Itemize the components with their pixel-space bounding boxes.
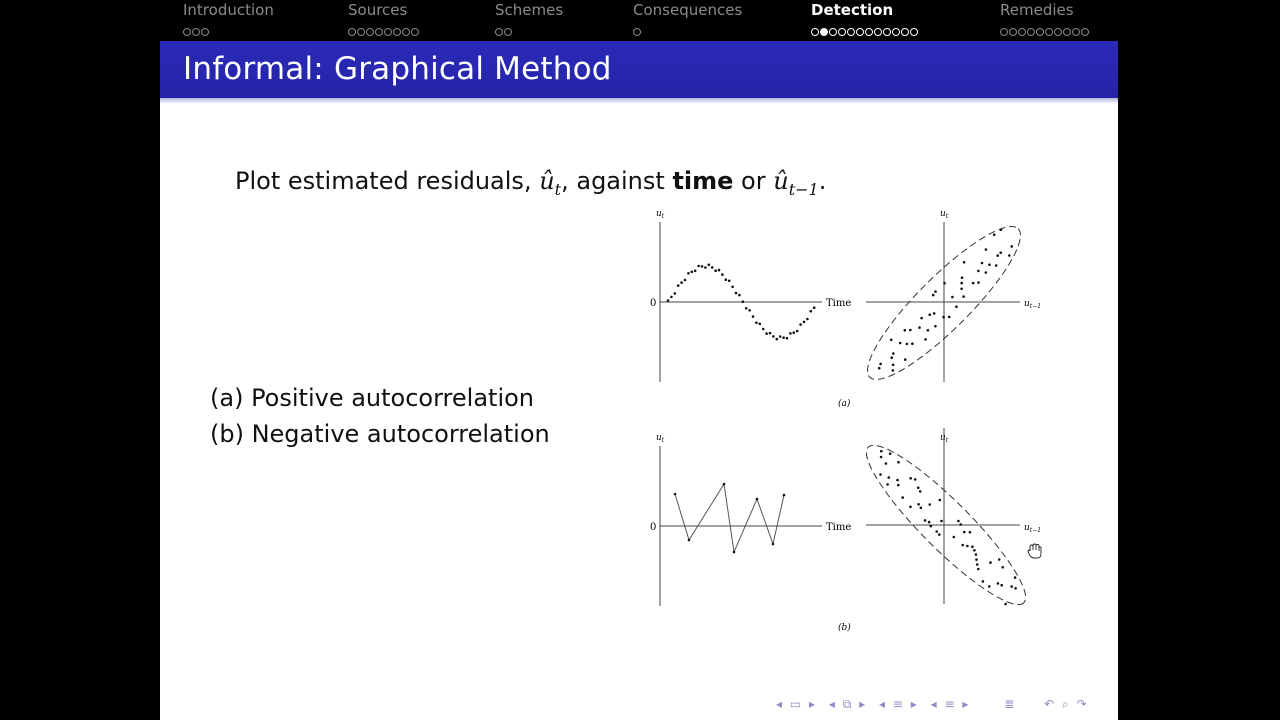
- nav-frame-dot[interactable]: [1081, 28, 1089, 36]
- intro-prefix: Plot estimated residuals,: [235, 167, 540, 195]
- residual-point: [988, 263, 991, 266]
- residual-point: [918, 326, 921, 329]
- residual-point: [996, 254, 999, 257]
- residual-point: [975, 558, 978, 561]
- residual-point: [772, 543, 775, 546]
- align-icon[interactable]: ≣: [1004, 697, 1015, 711]
- residual-point: [976, 563, 979, 566]
- residual-point: [879, 363, 882, 366]
- residual-point: [769, 332, 772, 335]
- intro-or: or: [733, 167, 774, 195]
- frame-icon[interactable]: ▭: [789, 697, 802, 711]
- residual-point: [674, 292, 677, 295]
- residual-point: [920, 317, 923, 320]
- nav-section-schemes[interactable]: [495, 2, 563, 35]
- residual-point: [1000, 584, 1003, 587]
- beamer-navigation-bar: [776, 697, 1091, 715]
- residual-point: [901, 496, 904, 499]
- residual-point: [714, 269, 717, 272]
- residual-point: [988, 585, 991, 588]
- nav-frame-dot[interactable]: [820, 28, 828, 36]
- slide: [160, 0, 1118, 720]
- residual-point: [932, 294, 935, 297]
- section-navigation: [160, 0, 1118, 41]
- residual-point: [680, 281, 683, 284]
- residual-point: [879, 473, 882, 476]
- nav-frame-dots[interactable]: [348, 21, 420, 35]
- residual-point: [885, 462, 888, 465]
- residual-point: [939, 499, 942, 502]
- nav-section-label[interactable]: Detection: [811, 1, 894, 19]
- nav-left-arrow-icon[interactable]: ◂: [776, 697, 783, 711]
- frame-title: Informal: Graphical Method: [183, 51, 612, 87]
- residual-point: [786, 337, 789, 340]
- residual-point: [957, 520, 960, 523]
- nav-frame-dot[interactable]: [811, 28, 819, 36]
- residual-point: [959, 523, 962, 526]
- residual-point: [789, 332, 792, 335]
- residual-point: [723, 483, 726, 486]
- intro-bold-time: time: [672, 167, 734, 195]
- residual-point: [909, 477, 912, 480]
- residual-point: [694, 270, 697, 273]
- residual-point: [756, 498, 759, 501]
- residual-point: [981, 262, 984, 265]
- residual-point: [890, 356, 893, 359]
- nav-frame-dot[interactable]: [504, 28, 512, 36]
- residual-point: [1008, 254, 1011, 257]
- nav-right-arrow-icon[interactable]: ▸: [859, 697, 866, 711]
- item-positive-autocorrelation: (a) Positive autocorrelation: [210, 384, 534, 412]
- residual-point: [904, 329, 907, 332]
- residual-point: [704, 266, 707, 269]
- residual-points: [878, 229, 1013, 372]
- nav-frame-dot[interactable]: [201, 28, 209, 36]
- residual-point: [940, 520, 943, 523]
- residual-point: [725, 278, 728, 281]
- residual-point: [933, 312, 936, 315]
- residual-point: [934, 290, 937, 293]
- residual-point: [803, 321, 806, 324]
- residual-point: [878, 367, 881, 370]
- autocorrelation-figure: [640, 200, 1060, 640]
- residual-point: [677, 284, 680, 287]
- residual-points: [879, 450, 1017, 605]
- residual-point: [742, 300, 745, 303]
- lag-axis-label: $u_{t-1}$: [1024, 523, 1042, 534]
- nav-frame-dot[interactable]: [838, 28, 846, 36]
- residual-point: [927, 329, 930, 332]
- math-u-hat-t-minus-1: [773, 167, 819, 199]
- nav-section-label[interactable]: Sources: [348, 1, 408, 19]
- residual-point: [985, 248, 988, 251]
- forward-icon[interactable]: ↷: [1076, 697, 1087, 711]
- residual-point: [924, 519, 927, 522]
- nav-frame-dot[interactable]: [1045, 28, 1053, 36]
- residual-point: [960, 288, 963, 291]
- residual-point: [667, 299, 670, 302]
- nav-section-sources[interactable]: [348, 2, 420, 35]
- residual-point: [989, 561, 992, 564]
- residual-point: [971, 545, 974, 548]
- residual-point: [776, 338, 779, 341]
- frame-title-bar: [160, 41, 1118, 98]
- y-axis-label: $u_t$: [656, 209, 665, 220]
- residual-point: [917, 486, 920, 489]
- residual-point: [897, 484, 900, 487]
- nav-frame-dot[interactable]: [402, 28, 410, 36]
- residual-point: [998, 558, 1001, 561]
- residual-point: [961, 544, 964, 547]
- residual-point: [684, 279, 687, 282]
- residual-point: [904, 358, 907, 361]
- document-icon[interactable]: ≡: [944, 697, 955, 711]
- residual-point: [810, 310, 813, 313]
- residual-point: [896, 479, 899, 482]
- nav-frame-dot[interactable]: [901, 28, 909, 36]
- residual-point: [899, 342, 902, 345]
- residual-point: [977, 281, 980, 284]
- nav-section-label[interactable]: Remedies: [1000, 1, 1074, 19]
- residual-point: [772, 335, 775, 338]
- residual-point: [890, 339, 893, 342]
- residual-point: [943, 282, 946, 285]
- residual-point: [892, 364, 895, 367]
- lag-axis-label: $u_{t-1}$: [1024, 299, 1042, 310]
- residual-point: [892, 352, 895, 355]
- residual-point: [733, 551, 736, 554]
- residual-point: [999, 251, 1002, 254]
- residual-point: [670, 296, 673, 299]
- nav-frame-dot[interactable]: [883, 28, 891, 36]
- residual-point: [1014, 587, 1017, 590]
- residual-point: [953, 536, 956, 539]
- nav-frame-dot[interactable]: [348, 28, 356, 36]
- residual-point: [748, 309, 751, 312]
- panel-a-lag: [851, 209, 1041, 396]
- residual-point: [995, 264, 998, 267]
- nav-right-arrow-icon[interactable]: ▸: [910, 697, 917, 711]
- nav-frame-dot[interactable]: [183, 28, 191, 36]
- nav-frame-dot[interactable]: [357, 28, 365, 36]
- nav-frame-dots[interactable]: [811, 21, 919, 35]
- section-icon[interactable]: ≡: [892, 697, 903, 711]
- residual-point: [806, 318, 809, 321]
- residual-point: [759, 323, 762, 326]
- residual-point: [762, 328, 765, 331]
- panel-b-time: [650, 433, 851, 606]
- nav-right-arrow-icon[interactable]: ▸: [962, 697, 969, 711]
- residual-point: [1001, 566, 1004, 569]
- nav-frame-dot[interactable]: [366, 28, 374, 36]
- residual-point: [799, 323, 802, 326]
- intro-text: [235, 167, 826, 199]
- residual-point: [793, 331, 796, 334]
- search-icon[interactable]: ⌕: [1062, 697, 1069, 711]
- nav-frame-dots[interactable]: [183, 21, 274, 35]
- residual-point: [909, 506, 912, 509]
- nav-frame-dot[interactable]: [1063, 28, 1071, 36]
- residual-point: [892, 369, 895, 372]
- nav-frame-dot[interactable]: [856, 28, 864, 36]
- residual-point: [779, 335, 782, 338]
- nav-section-remedies[interactable]: [1000, 2, 1090, 35]
- intro-mid: , against: [561, 167, 673, 195]
- nav-section-label[interactable]: Introduction: [183, 1, 274, 19]
- residual-zigzag-line: [675, 484, 784, 552]
- residual-point: [935, 530, 938, 533]
- residual-point: [886, 483, 889, 486]
- residual-point: [914, 478, 917, 481]
- residual-point: [721, 273, 724, 276]
- residual-point: [969, 531, 972, 534]
- nav-frame-dot[interactable]: [1009, 28, 1017, 36]
- zero-label: 0: [650, 522, 657, 533]
- nav-frame-dot[interactable]: [1027, 28, 1035, 36]
- math-subscript: t: [554, 179, 562, 199]
- residual-point: [961, 276, 964, 279]
- residual-point: [718, 269, 721, 272]
- nav-frame-dot[interactable]: [1036, 28, 1044, 36]
- residual-point: [934, 325, 937, 328]
- residual-point: [977, 568, 980, 571]
- y-axis-label: $u_t$: [656, 433, 665, 444]
- residual-point: [924, 338, 927, 341]
- nav-left-arrow-icon[interactable]: ◂: [828, 697, 835, 711]
- residual-point: [963, 261, 966, 264]
- residual-point: [1004, 603, 1007, 606]
- nav-frame-dot[interactable]: [910, 28, 918, 36]
- nav-frame-dot[interactable]: [633, 28, 641, 36]
- math-subscript: t−1: [788, 179, 819, 199]
- nav-frame-dot[interactable]: [375, 28, 383, 36]
- panel-b-lag: [851, 428, 1041, 620]
- subsection-icon[interactable]: ⧉: [842, 697, 852, 711]
- nav-frame-dots[interactable]: [633, 21, 742, 35]
- residual-point: [985, 271, 988, 274]
- residual-point: [928, 313, 931, 316]
- residual-point: [755, 321, 758, 324]
- nav-left-arrow-icon[interactable]: ◂: [930, 697, 937, 711]
- residual-point: [919, 490, 922, 493]
- residual-point: [688, 539, 691, 542]
- nav-frame-dot[interactable]: [1054, 28, 1062, 36]
- residual-point: [966, 545, 969, 548]
- residual-point: [928, 503, 931, 506]
- time-axis-label: Time: [826, 522, 852, 533]
- residual-point: [982, 580, 985, 583]
- residual-point: [975, 553, 978, 556]
- residual-point: [911, 342, 914, 345]
- caption-b: (b): [838, 623, 851, 633]
- residual-point: [960, 282, 963, 285]
- math-u-hat: û: [773, 167, 789, 195]
- residual-point: [920, 507, 923, 510]
- residual-point: [942, 316, 945, 319]
- intro-end: .: [818, 167, 827, 195]
- nav-frame-dot[interactable]: [829, 28, 837, 36]
- residual-point: [972, 282, 975, 285]
- nav-frame-dot[interactable]: [495, 28, 503, 36]
- residual-point: [711, 266, 714, 269]
- residual-point: [888, 476, 891, 479]
- residual-point: [977, 270, 980, 273]
- nav-frame-dot[interactable]: [847, 28, 855, 36]
- math-u-hat: û: [539, 167, 555, 195]
- nav-frame-dots[interactable]: [1000, 21, 1090, 35]
- residual-point: [765, 332, 768, 335]
- nav-frame-dot[interactable]: [892, 28, 900, 36]
- item-negative-autocorrelation: (b) Negative autocorrelation: [210, 420, 550, 448]
- residual-point: [997, 582, 1000, 585]
- nav-section-label[interactable]: Schemes: [495, 1, 564, 19]
- residual-point: [752, 315, 755, 318]
- time-axis-label: Time: [826, 298, 852, 309]
- residual-point: [745, 307, 748, 310]
- nav-frame-dot[interactable]: [1072, 28, 1080, 36]
- residual-point: [948, 316, 951, 319]
- residual-point: [889, 452, 892, 455]
- math-u-hat-t: [539, 167, 562, 199]
- residual-point: [687, 272, 690, 275]
- residual-point: [731, 286, 734, 289]
- nav-section-detection[interactable]: [811, 2, 919, 35]
- residual-point: [930, 525, 933, 528]
- nav-frame-dot[interactable]: [874, 28, 882, 36]
- nav-section-label[interactable]: Consequences: [633, 1, 743, 19]
- nav-frame-dots[interactable]: [495, 21, 563, 35]
- nav-frame-dot[interactable]: [865, 28, 873, 36]
- nav-frame-dot[interactable]: [1000, 28, 1008, 36]
- hand-cursor-icon: [1028, 544, 1041, 558]
- residual-point: [917, 503, 920, 506]
- residual-point: [973, 549, 976, 552]
- nav-frame-dot[interactable]: [384, 28, 392, 36]
- residual-point: [701, 265, 704, 268]
- residual-point: [708, 264, 711, 267]
- nav-frame-dot[interactable]: [1018, 28, 1026, 36]
- residual-point: [880, 450, 883, 453]
- nav-frame-dot[interactable]: [411, 28, 419, 36]
- residual-point: [1010, 245, 1013, 248]
- residual-point: [1000, 229, 1003, 232]
- residual-point: [880, 456, 883, 459]
- nav-frame-dot[interactable]: [192, 28, 200, 36]
- nav-frame-dot[interactable]: [393, 28, 401, 36]
- residual-point: [906, 343, 909, 346]
- residual-point: [783, 494, 786, 497]
- residual-point: [674, 493, 677, 496]
- residual-point: [796, 330, 799, 333]
- residual-point: [993, 233, 996, 236]
- residual-point: [782, 336, 785, 339]
- nav-left-arrow-icon[interactable]: ◂: [879, 697, 886, 711]
- zero-label: 0: [650, 298, 657, 309]
- residual-point: [955, 305, 958, 308]
- residual-point: [909, 329, 912, 332]
- y-axis-label: $u_t$: [940, 209, 949, 220]
- residual-point: [951, 296, 954, 299]
- residual-point: [963, 531, 966, 534]
- residual-point: [813, 306, 816, 309]
- caption-a: (a): [838, 399, 851, 409]
- nav-section-consequences[interactable]: [633, 2, 742, 35]
- nav-section-introduction[interactable]: [183, 2, 274, 35]
- residual-point: [962, 295, 965, 298]
- residual-point: [1014, 576, 1017, 579]
- y-axis-label: $u_t$: [940, 433, 949, 444]
- residual-point: [735, 292, 738, 295]
- residual-point: [697, 265, 700, 268]
- nav-right-arrow-icon[interactable]: ▸: [809, 697, 816, 711]
- residual-point: [738, 294, 741, 297]
- residual-point: [938, 533, 941, 536]
- residual-point: [691, 271, 694, 274]
- residual-point: [728, 280, 731, 283]
- residual-point: [1010, 585, 1013, 588]
- residual-point: [897, 461, 900, 464]
- residual-point: [928, 521, 931, 524]
- back-icon[interactable]: ↶: [1044, 697, 1055, 711]
- panel-a-time: [650, 209, 851, 382]
